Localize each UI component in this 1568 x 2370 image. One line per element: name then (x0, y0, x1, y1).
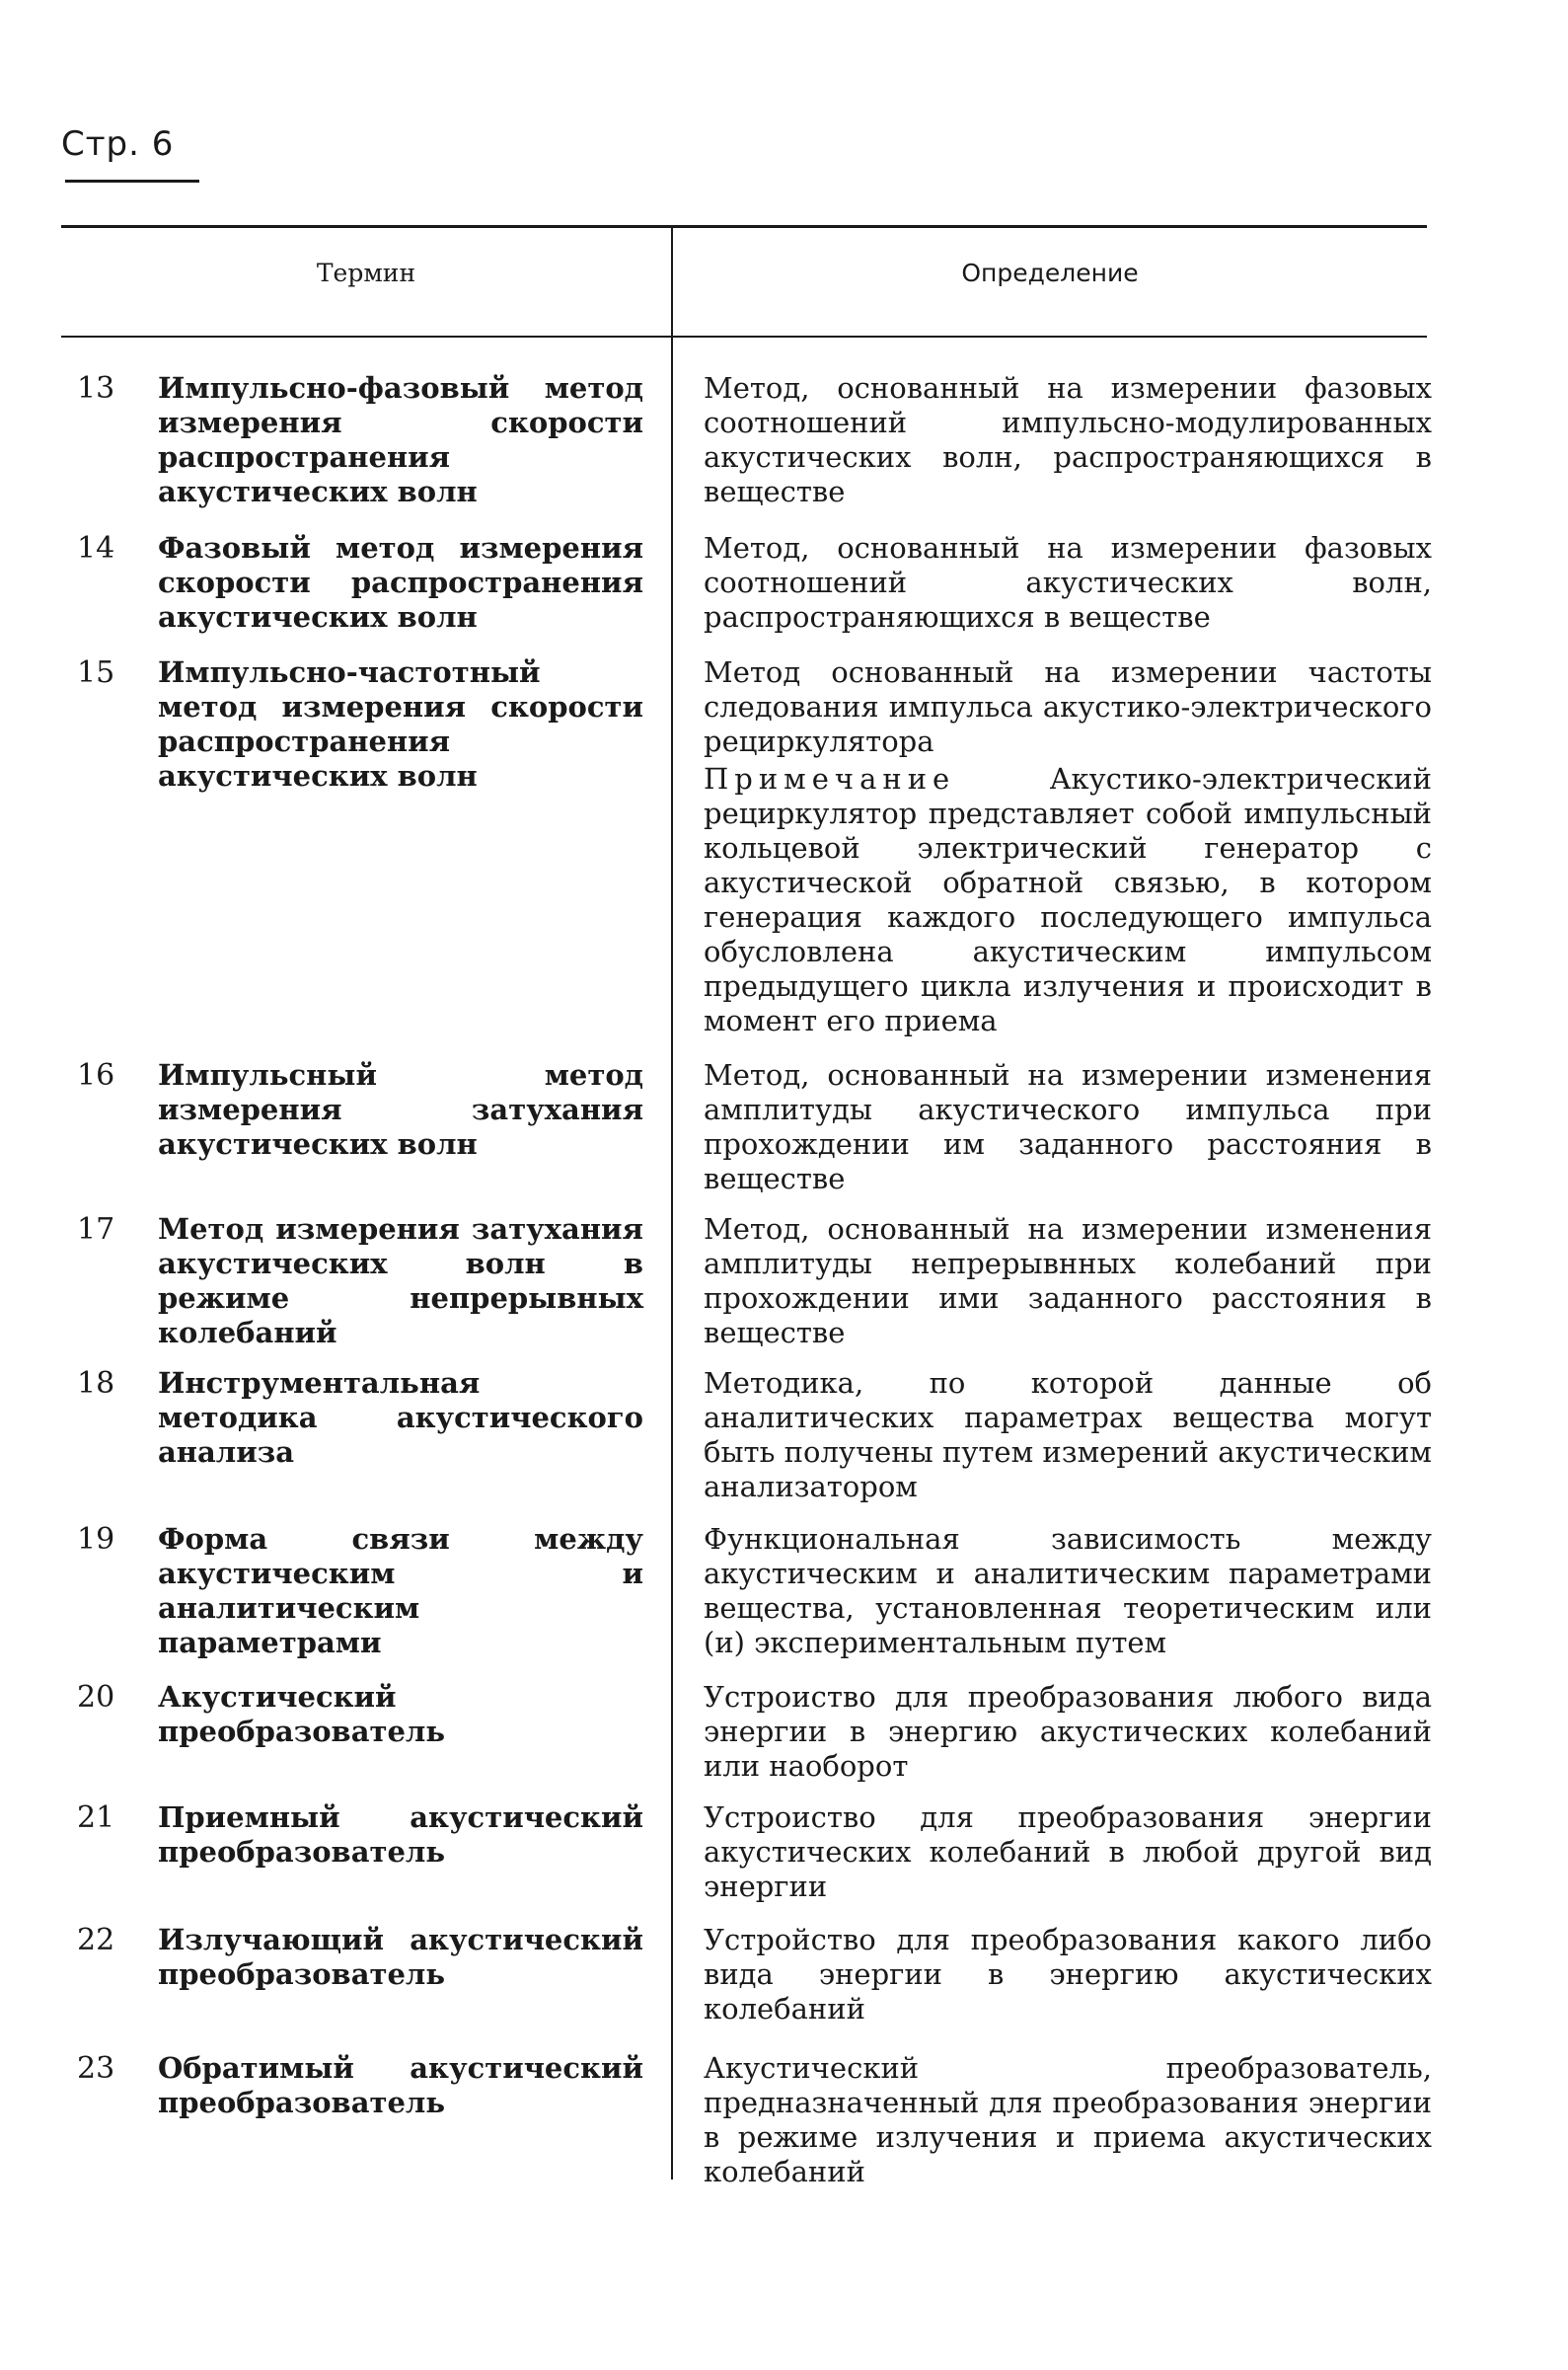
term-text: Приемный акустический преобразователь (158, 1800, 643, 1869)
term-number: 19 (77, 1522, 115, 1557)
table-header-rule (61, 336, 1427, 338)
term-text: Метод измерения затухания акустических волн в режиме непрерывных колебаний (158, 1212, 643, 1349)
term-number: 18 (77, 1366, 115, 1401)
term-definition: Методика, по которой данные об аналитических параметрах вещества могут быть получены путем измерений акустическим анализатором (704, 1366, 1432, 1503)
term-definition: Метод, основанный на измерении фазовых соотношений импульсно-модулированных акустических волн, распространяющихся в веществе (704, 371, 1432, 508)
term-number: 15 (77, 655, 115, 690)
term-text: Форма связи между акустическим и аналитическим параметрами (158, 1522, 643, 1659)
term-definition: Устроиство для преобразования энергии акустических колебаний в любой другой вид энергии (704, 1800, 1432, 1903)
term-definition: Устроиство для преобразования любого вида энергии в энергию акустических колебаний или наоборот (704, 1680, 1432, 1783)
term-definition: Устройство для преобразования какого либо вида энергии в энергию акустических колебаний (704, 1923, 1432, 2026)
note-text: Акустико-электрический рециркулятор представляет собой импульсный кольцевой электрический генератор с акустической обратной связью, в котором генерация каждого последующего импульса обусловлена акустическим импульсом предыдущего цикла излучения и происходит в момент его приема (704, 762, 1432, 1037)
term-definition: Метод, основанный на измерении фазовых соотношений акустических волн, распространяющихся в веществе (704, 531, 1432, 634)
term-number: 21 (77, 1800, 115, 1835)
term-number: 14 (77, 531, 115, 566)
term-number: 20 (77, 1680, 115, 1715)
term-note (704, 762, 1432, 1038)
term-text: Акустический преобразователь (158, 1680, 446, 1748)
term-text: Инструментальная методика акустического анализа (158, 1366, 643, 1469)
note-label: Примечание (704, 762, 956, 796)
header-term: Термин (316, 259, 416, 287)
term-definition: Метод основанный на измерении частоты следования импульса акустико-электрического рециркулятора (704, 655, 1432, 758)
term-text: Импульсно-частотный метод измерения скорости распространения акустических волн (158, 655, 643, 793)
term-number: 13 (77, 371, 115, 406)
page-label-underline (65, 180, 199, 183)
term-text: Фазовый метод измерения скорости распространения акустических волн (158, 531, 643, 634)
term-text: Импульсно-фазовый метод измерения скорости распространения акустических волн (158, 371, 643, 508)
term-definition: Метод, основанный на измерении изменения амплитуды непрерывнных колебаний при прохождении ими заданного расстояния в веществе (704, 1212, 1432, 1349)
term-definition: Функциональная зависимость между акустическим и аналитическим параметрами вещества, установленная теоретическим или (и) экспериментальным путем (704, 1522, 1432, 1659)
header-definition: Определение (961, 259, 1139, 287)
term-definition: Метод, основанный на измерении изменения амплитуды акустического импульса при прохождении им заданного расстояния в веществе (704, 1058, 1432, 1195)
term-text: Обратимый акустический преобразователь (158, 2051, 643, 2119)
term-number: 17 (77, 1212, 115, 1247)
term-number: 16 (77, 1058, 115, 1093)
term-text: Импульсный метод измерения затухания акустических волн (158, 1058, 643, 1161)
page-label: Стр. 6 (61, 124, 175, 164)
term-number: 22 (77, 1923, 115, 1957)
term-text: Излучающий акустический преобразователь (158, 1923, 643, 1991)
column-divider (671, 225, 673, 2179)
table-top-rule (61, 225, 1427, 228)
term-number: 23 (77, 2051, 115, 2086)
term-definition: Акустический преобразователь, предназначенный для преобразования энергии в режиме излучения и приема акустических колебаний (704, 2051, 1432, 2188)
